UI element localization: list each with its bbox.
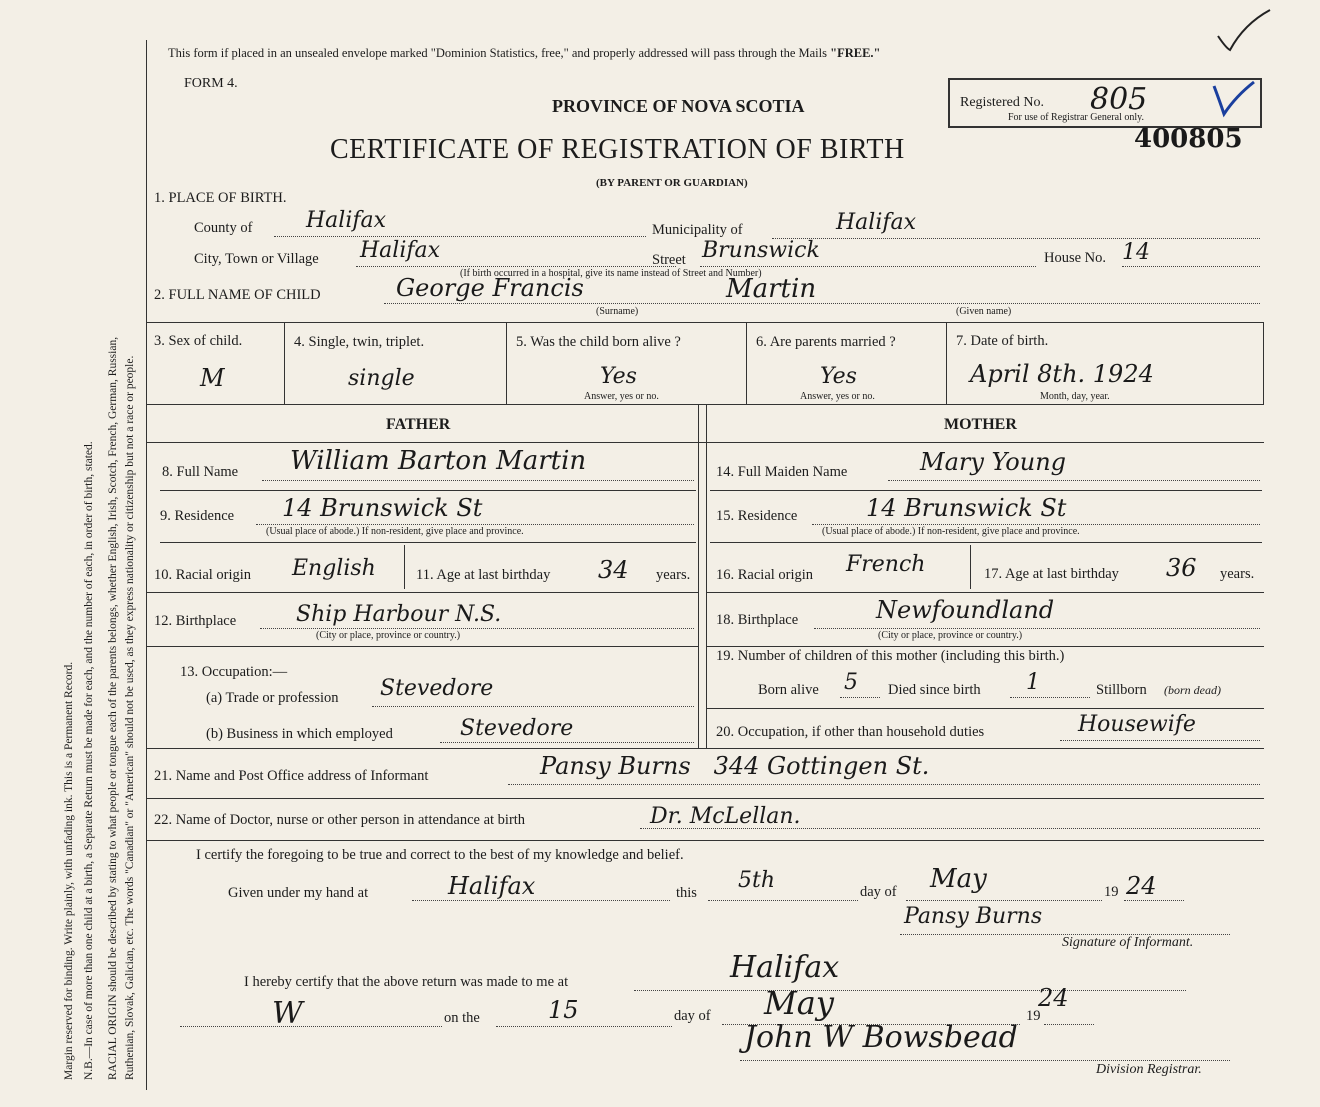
father-race-value: English bbox=[292, 556, 376, 581]
given-place-value: Halifax bbox=[448, 872, 536, 900]
mother-age-value: 36 bbox=[1166, 554, 1197, 582]
municipality-label: Municipality of bbox=[652, 222, 743, 238]
cert-day-value: 5th bbox=[738, 868, 776, 893]
registrar-statement: I hereby certify that the above return was made to me at bbox=[244, 974, 569, 990]
mother-birthplace-note: (City or place, province or country.) bbox=[878, 630, 1023, 641]
cert-year-prefix: 19 bbox=[1104, 884, 1119, 900]
mother-occupation-label: 20. Occupation, if other than household duties bbox=[716, 724, 985, 740]
registrar-dayof-label: day of bbox=[674, 1008, 711, 1024]
stillborn-note: (born dead) bbox=[1164, 683, 1221, 697]
business-label: (b) Business in which employed bbox=[206, 726, 393, 742]
informant-value: Pansy Burns 344 Gottingen St. bbox=[540, 752, 930, 780]
date-of-birth-value: April 8th. 1924 bbox=[970, 360, 1154, 388]
certify-statement: I certify the foregoing to be true and correct to the best of my knowledge and belief. bbox=[196, 847, 684, 863]
this-label: this bbox=[676, 885, 697, 901]
father-name-value: William Barton Martin bbox=[290, 446, 587, 476]
father-years-label: years. bbox=[656, 567, 691, 583]
born-alive-label: 5. Was the child born alive ? bbox=[516, 334, 681, 350]
children-count-label: 19. Number of children of this mother (including this birth.) bbox=[716, 648, 1065, 664]
stamp-number: 400805 bbox=[1134, 124, 1243, 154]
certificate-title: CERTIFICATE OF REGISTRATION OF BIRTH bbox=[330, 134, 905, 165]
mother-age-label: 17. Age at last birthday bbox=[984, 566, 1119, 582]
county-value: Halifax bbox=[306, 208, 387, 233]
county-label: County of bbox=[194, 220, 253, 236]
father-occupation-label: 13. Occupation:— bbox=[180, 664, 288, 680]
mother-residence-label: 15. Residence bbox=[716, 508, 798, 524]
date-of-birth-label: 7. Date of birth. bbox=[956, 333, 1049, 349]
father-birthplace-label: 12. Birthplace bbox=[154, 613, 237, 629]
sex-label: 3. Sex of child. bbox=[154, 333, 243, 349]
father-name-label: 8. Full Name bbox=[162, 464, 239, 480]
place-of-birth-label: 1. PLACE OF BIRTH. bbox=[154, 190, 287, 206]
father-heading: FATHER bbox=[386, 416, 451, 433]
cert-month-value: May bbox=[930, 864, 987, 894]
father-birthplace-value: Ship Harbour N.S. bbox=[296, 602, 502, 627]
mother-birthplace-value: Newfoundland bbox=[876, 596, 1055, 624]
born-alive-count-value: 5 bbox=[844, 670, 858, 695]
municipality-value: Halifax bbox=[836, 210, 917, 235]
father-residence-label: 9. Residence bbox=[160, 508, 235, 524]
parents-married-value: Yes bbox=[820, 364, 857, 389]
informant-signature-label: Signature of Informant. bbox=[1062, 935, 1194, 950]
city-label: City, Town or Village bbox=[194, 251, 319, 267]
father-race-label: 10. Racial origin bbox=[154, 567, 252, 583]
house-number-value: 14 bbox=[1122, 240, 1150, 265]
registrar-month-value: May bbox=[764, 984, 834, 1022]
doctor-label: 22. Name of Doctor, nurse or other person in attendance at birth bbox=[154, 812, 526, 828]
margin-note-racial-origin: RACIAL ORIGIN should be described by stating to what people or tongue each of the parents belongs, whether English, Irish, Scotch, French, German, Russian, bbox=[107, 336, 119, 1080]
father-age-label: 11. Age at last birthday bbox=[416, 567, 551, 583]
cert-dayof-label: day of bbox=[860, 884, 897, 900]
registrar-year-prefix: 19 bbox=[1026, 1008, 1041, 1024]
father-residence-value: 14 Brunswick St bbox=[282, 494, 483, 522]
plurality-label: 4. Single, twin, triplet. bbox=[294, 334, 425, 350]
registrar-mark: W bbox=[272, 996, 303, 1031]
sex-value: M bbox=[200, 364, 225, 392]
margin-note-racial-origin-cont: Ruthenian, Slovak, Galician, etc. The words "Canadian" or "American" should not be used, as they express nationality or citizenship but not a race or people. bbox=[124, 355, 136, 1080]
trade-label: (a) Trade or profession bbox=[206, 690, 339, 706]
parents-married-label: 6. Are parents married ? bbox=[756, 334, 896, 350]
born-alive-count-label: Born alive bbox=[758, 682, 819, 698]
hospital-note: (If birth occurred in a hospital, give its name instead of Street and Number) bbox=[460, 268, 762, 279]
business-value: Stevedore bbox=[460, 716, 574, 741]
doctor-value: Dr. McLellan. bbox=[650, 804, 801, 829]
plurality-value: single bbox=[348, 366, 415, 391]
margin-note-binding: Margin reserved for binding. Write plainly, with unfading ink. This is a Permanent Record. bbox=[63, 661, 75, 1080]
mother-name-value: Mary Young bbox=[920, 448, 1067, 476]
registrar-year-value: 24 bbox=[1038, 984, 1069, 1012]
father-birthplace-note: (City or place, province or country.) bbox=[316, 630, 461, 641]
surname-note: (Surname) bbox=[596, 306, 639, 317]
child-surname: Martin bbox=[726, 274, 817, 304]
informant-label: 21. Name and Post Office address of Informant bbox=[154, 768, 429, 784]
mother-race-value: French bbox=[846, 552, 926, 577]
given-name-note: (Given name) bbox=[956, 306, 1012, 317]
informant-signature: Pansy Burns bbox=[904, 904, 1043, 929]
cert-year-value: 24 bbox=[1126, 872, 1157, 900]
registrar-note: For use of Registrar General only. bbox=[1008, 112, 1144, 123]
registrar-signature: John W Bowsbead bbox=[744, 1020, 1018, 1055]
stillborn-label: Stillborn bbox=[1096, 682, 1147, 698]
house-number-label: House No. bbox=[1044, 250, 1107, 266]
mother-occupation-value: Housewife bbox=[1078, 712, 1196, 737]
form-left-border bbox=[146, 40, 147, 1090]
registrar-signature-label: Division Registrar. bbox=[1096, 1062, 1202, 1077]
mail-notice: This form if placed in an unsealed envelope marked "Dominion Statistics, free," and properly addressed will pass through the Mails "FREE." bbox=[168, 46, 881, 60]
certificate-subtitle: (BY PARENT OR GUARDIAN) bbox=[596, 177, 748, 189]
checkmark-icon bbox=[1214, 6, 1274, 56]
street-value: Brunswick bbox=[702, 238, 820, 263]
born-alive-value: Yes bbox=[600, 364, 637, 389]
onthe-label: on the bbox=[444, 1010, 480, 1026]
father-residence-note: (Usual place of abode.) If non-resident, give place and province. bbox=[266, 526, 524, 537]
mother-name-label: 14. Full Maiden Name bbox=[716, 464, 848, 480]
registrar-day-value: 15 bbox=[548, 996, 579, 1024]
mother-residence-note: (Usual place of abode.) If non-resident, give place and province. bbox=[822, 526, 1080, 537]
mother-residence-value: 14 Brunswick St bbox=[866, 494, 1067, 522]
street-label: Street bbox=[652, 252, 686, 268]
father-age-value: 34 bbox=[598, 556, 629, 584]
died-count-label: Died since birth bbox=[888, 682, 981, 698]
city-value: Halifax bbox=[360, 238, 441, 263]
born-alive-note: Answer, yes or no. bbox=[584, 391, 659, 402]
blue-check-icon bbox=[1210, 80, 1258, 120]
mother-heading: MOTHER bbox=[944, 416, 1017, 433]
given-under-label: Given under my hand at bbox=[228, 885, 369, 901]
registered-number-label: Registered No. bbox=[960, 95, 1044, 110]
died-count-value: 1 bbox=[1026, 670, 1040, 695]
mother-birthplace-label: 18. Birthplace bbox=[716, 612, 799, 628]
parents-married-note: Answer, yes or no. bbox=[800, 391, 875, 402]
trade-value: Stevedore bbox=[380, 676, 494, 701]
registrar-place-value: Halifax bbox=[730, 950, 840, 985]
child-name-label: 2. FULL NAME OF CHILD bbox=[154, 287, 321, 303]
child-given-name: George Francis bbox=[396, 274, 584, 302]
date-of-birth-note: Month, day, year. bbox=[1040, 391, 1110, 402]
margin-note-multiple-births: N.B.—In case of more than one child at a birth, a Separate Return must be made for each, and the number of each, in order of birth, stated. bbox=[83, 441, 95, 1080]
province-heading: PROVINCE OF NOVA SCOTIA bbox=[552, 96, 805, 116]
form-number: FORM 4. bbox=[184, 76, 238, 91]
registered-number-value: 805 bbox=[1090, 82, 1148, 117]
mother-years-label: years. bbox=[1220, 566, 1255, 582]
mother-race-label: 16. Racial origin bbox=[716, 567, 814, 583]
